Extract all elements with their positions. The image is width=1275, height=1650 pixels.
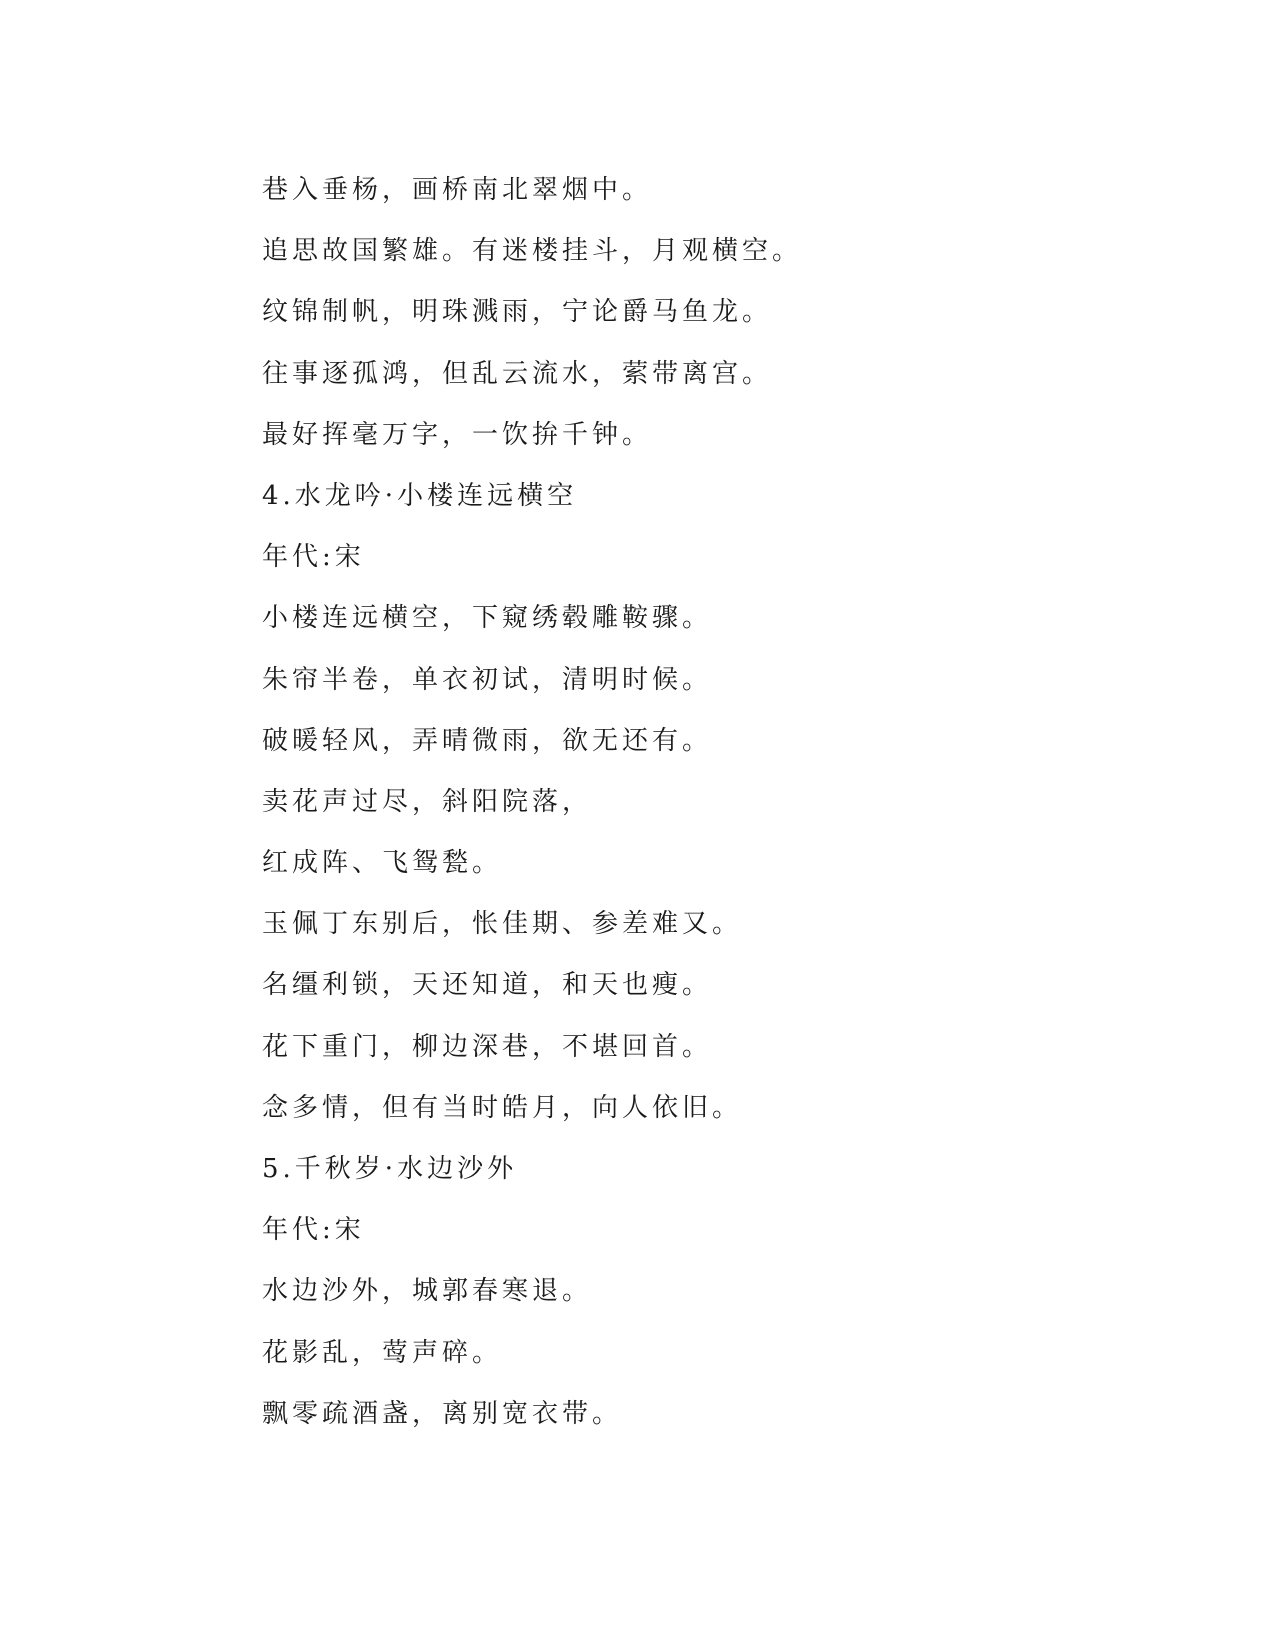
text-line: 花下重门，柳边深巷，不堪回首。 — [262, 1031, 713, 1062]
text-line: 小楼连远横空，下窥绣毂雕鞍骤。 — [262, 603, 713, 634]
text-line: 水边沙外，城郭春寒退。 — [262, 1276, 593, 1307]
text-line: 朱帘半卷，单衣初试，清明时候。 — [262, 664, 713, 695]
text-line: 花影乱，莺声碎。 — [262, 1337, 503, 1368]
text-line: 名缰利锁，天还知道，和天也瘦。 — [262, 970, 713, 1001]
text-line: 破暖轻风，弄晴微雨，欲无还有。 — [262, 725, 713, 756]
text-line: 追思故国繁雄。有迷楼挂斗，月观横空。 — [262, 236, 803, 267]
text-line: 飘零疏酒盏，离别宽衣带。 — [262, 1398, 623, 1429]
text-line: 纹锦制帆，明珠溅雨，宁论爵马鱼龙。 — [262, 297, 773, 328]
text-line: 往事逐孤鸿，但乱云流水，萦带离宫。 — [262, 358, 773, 389]
text-line: 最好挥毫万字，一饮拚千钟。 — [262, 419, 653, 450]
poem-era: 年代:宋 — [262, 542, 365, 573]
poem-title: 5.千秋岁·水边沙外 — [262, 1154, 518, 1184]
text-line: 卖花声过尽，斜阳院落， — [262, 786, 593, 817]
text-line: 玉佩丁东别后，怅佳期、参差难又。 — [262, 909, 743, 940]
text-line: 念多情，但有当时皓月，向人依旧。 — [262, 1092, 743, 1123]
poem-text-body — [262, 160, 1162, 1445]
poem-title: 4.水龙吟·小楼连远横空 — [262, 480, 578, 511]
poem-era: 年代:宋 — [262, 1215, 365, 1246]
text-line: 红成阵、飞鸳甃。 — [262, 848, 503, 879]
text-line: 巷入垂杨，画桥南北翠烟中。 — [262, 175, 653, 205]
